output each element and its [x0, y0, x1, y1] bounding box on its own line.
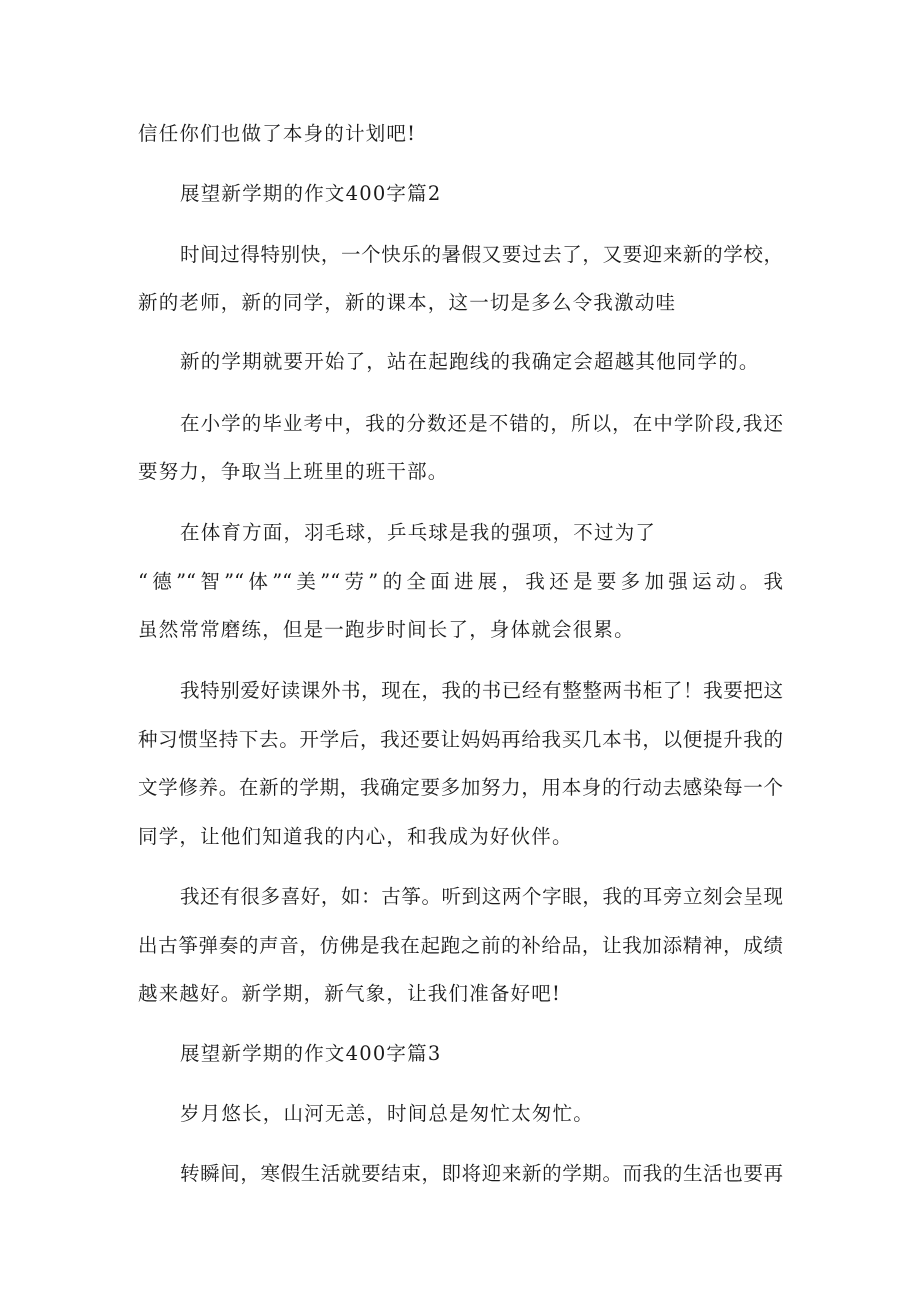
text-line: 虽然常常磨练，但是一跑步时间长了，身体就会很累。 [138, 618, 635, 641]
text-line: 岁月悠长，山河无恙，时间总是匆忙太匆忙。 [180, 1102, 595, 1125]
section-heading: 展望新学期的作文400字篇2 [180, 182, 442, 205]
text-line: 同学，让他们知道我的内心，和我成为好伙伴。 [138, 825, 573, 848]
text-line: 要努力，争取当上班里的班干部。 [138, 460, 449, 483]
text-line: 文学修养。在新的学期，我确定要多加努力，用本身的行动去感染每一个 [138, 776, 783, 799]
text-line: 新的学期就要开始了，站在起跑线的我确定会超越其他同学的。 [180, 350, 760, 373]
text-line: 我特别爱好读课外书，现在，我的书已经有整整两书柜了！我要把这 [180, 679, 783, 702]
text-line: 我还有很多喜好，如：古筝。听到这两个字眼，我的耳旁立刻会呈现 [180, 885, 783, 908]
text-line: 信任你们也做了本身的计划吧! [138, 122, 417, 145]
text-line: 越来越好。新学期，新气象，让我们准备好吧! [138, 982, 562, 1005]
text-line: 出古筝弹奏的声音，仿佛是我在起跑之前的补给品，让我加添精神，成绩 [138, 934, 783, 957]
text-line: 时间过得特别快，一个快乐的暑假又要过去了，又要迎来新的学校， [180, 243, 783, 266]
text-line: 转瞬间，寒假生活就要结束，即将迎来新的学期。而我的生活也要再 [180, 1162, 783, 1185]
text-line: 在体育方面，羽毛球，乒乓球是我的强项，不过为了 [180, 521, 657, 544]
text-line: 在小学的毕业考中，我的分数还是不错的，所以，在中学阶段,我还 [180, 412, 783, 435]
section-heading: 展望新学期的作文400字篇3 [180, 1042, 442, 1065]
text-line: “德”“智”“体”“美”“劳”的全面进展，我还是要多加强运动。我 [138, 570, 783, 593]
text-line: 新的老师，新的同学，新的课本，这一切是多么令我激动哇 [138, 291, 677, 314]
text-line: 种习惯坚持下去。开学后，我还要让妈妈再给我买几本书，以便提升我的 [138, 728, 783, 751]
